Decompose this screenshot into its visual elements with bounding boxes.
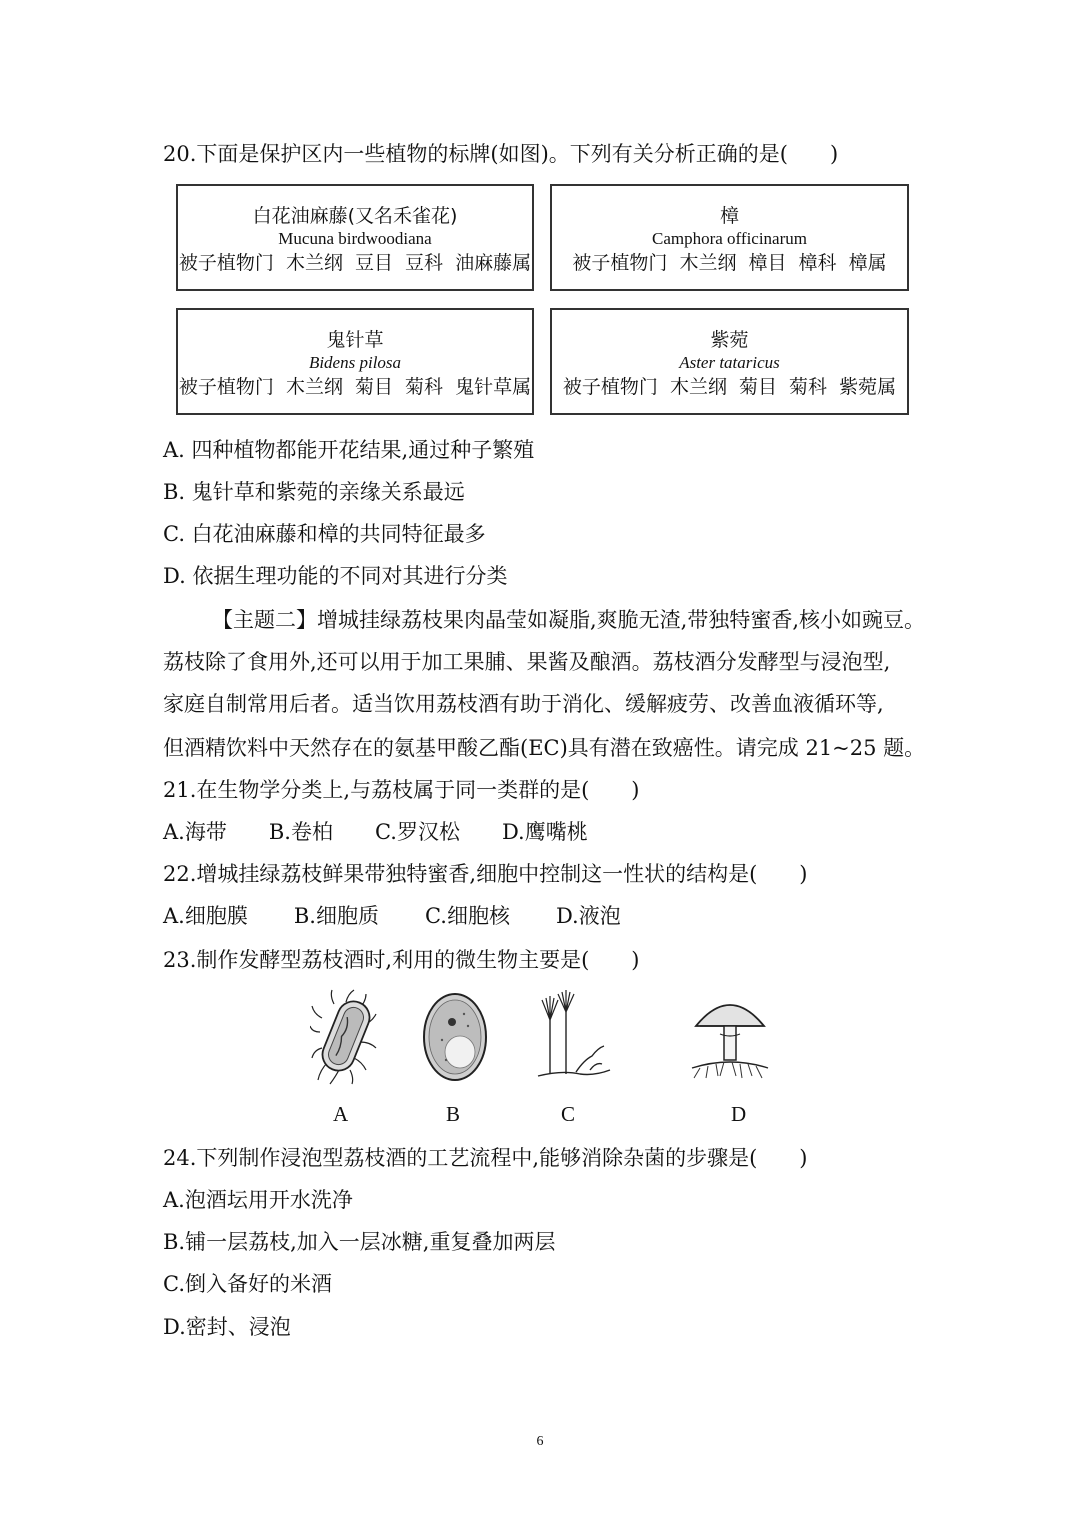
card-taxonomy: 被子植物门 木兰纲 菊目 菊科 鬼针草属	[178, 376, 532, 398]
card-latin-name: Mucuna birdwoodiana	[278, 229, 432, 248]
plant-card-bidens	[176, 308, 534, 415]
plant-card-mucuna	[176, 184, 534, 291]
q21-options	[163, 818, 588, 846]
yeast-icon	[420, 990, 490, 1084]
q24-option-b: B.铺一层荔枝,加入一层冰糖,重复叠加两层	[163, 1230, 556, 1254]
figure-label-d: D	[731, 1102, 747, 1126]
q23-stem: 23.制作发酵型荔枝酒时,利用的微生物主要是( )	[163, 948, 640, 972]
q22-option-a: A.细胞膜	[163, 904, 248, 928]
q21-option-b: B.卷柏	[268, 820, 333, 844]
page-number: 6	[536, 1434, 544, 1449]
figure-label-b: B	[446, 1102, 461, 1126]
q22-option-c: C.细胞核	[424, 904, 510, 928]
mold-icon	[532, 990, 616, 1082]
q22-option-b: B.细胞质	[293, 904, 379, 928]
q21-stem: 21.在生物学分类上,与荔枝属于同一类群的是( )	[163, 778, 640, 802]
q24-stem: 24.下列制作浸泡型荔枝酒的工艺流程中,能够消除杂菌的步骤是( )	[163, 1146, 808, 1170]
card-latin-name: Bidens pilosa	[308, 353, 402, 372]
theme2-line-1: 【主题二】增城挂绿荔枝果肉晶莹如凝脂,爽脆无渣,带独特蜜香,核小如豌豆。	[212, 608, 926, 632]
theme2-line-4: 但酒精饮料中天然存在的氨基甲酸乙酯(EC)具有潜在致癌性。请完成 21~25 题。	[163, 736, 926, 760]
theme2-line-3: 家庭自制常用后者。适当饮用荔枝酒有助于消化、缓解疲劳、改善血液循环等,	[163, 692, 884, 716]
card-latin-name: Camphora officinarum	[651, 229, 807, 248]
theme2-line-2: 荔枝除了食用外,还可以用于加工果脯、果酱及酿酒。荔枝酒分发酵型与浸泡型,	[163, 650, 891, 674]
card-cn-name: 紫菀	[710, 329, 749, 351]
card-cn-name: 鬼针草	[326, 329, 384, 351]
q21-option-c: C.罗汉松	[374, 820, 460, 844]
q24-option-d: D.密封、浸泡	[163, 1315, 291, 1339]
q20-option-a: A. 四种植物都能开花结果,通过种子繁殖	[163, 438, 535, 462]
q24-option-c: C.倒入备好的米酒	[163, 1272, 332, 1296]
q21-option-d: D.鹰嘴桃	[501, 820, 588, 844]
card-cn-name: 白花油麻藤(又名禾雀花)	[252, 205, 458, 227]
card-taxonomy: 被子植物门 木兰纲 菊目 菊科 紫菀属	[562, 376, 897, 398]
bacterium-icon	[310, 988, 382, 1086]
card-cn-name: 樟	[719, 205, 739, 227]
q21-option-a: A.海带	[163, 820, 227, 844]
q24-option-a: A.泡酒坛用开水洗净	[163, 1188, 353, 1212]
q22-stem: 22.增城挂绿荔枝鲜果带独特蜜香,细胞中控制这一性状的结构是( )	[163, 862, 808, 886]
card-latin-name: Aster tataricus	[679, 353, 780, 372]
q20-option-d: D. 依据生理功能的不同对其进行分类	[163, 564, 508, 588]
q20-option-c: C. 白花油麻藤和樟的共同特征最多	[163, 522, 486, 546]
card-taxonomy: 被子植物门 木兰纲 樟目 樟科 樟属	[572, 252, 887, 274]
mushroom-icon	[690, 990, 770, 1080]
figure-label-c: C	[561, 1102, 576, 1126]
q22-options	[163, 902, 621, 930]
q22-option-d: D.液泡	[555, 904, 621, 928]
plant-card-camphora	[550, 184, 909, 291]
q20-stem: 20.下面是保护区内一些植物的标牌(如图)。下列有关分析正确的是( )	[163, 142, 839, 166]
q20-option-b: B. 鬼针草和紫菀的亲缘关系最远	[163, 480, 465, 504]
card-taxonomy: 被子植物门 木兰纲 豆目 豆科 油麻藤属	[178, 252, 532, 274]
plant-card-aster	[550, 308, 909, 415]
figure-label-a: A	[333, 1102, 349, 1126]
